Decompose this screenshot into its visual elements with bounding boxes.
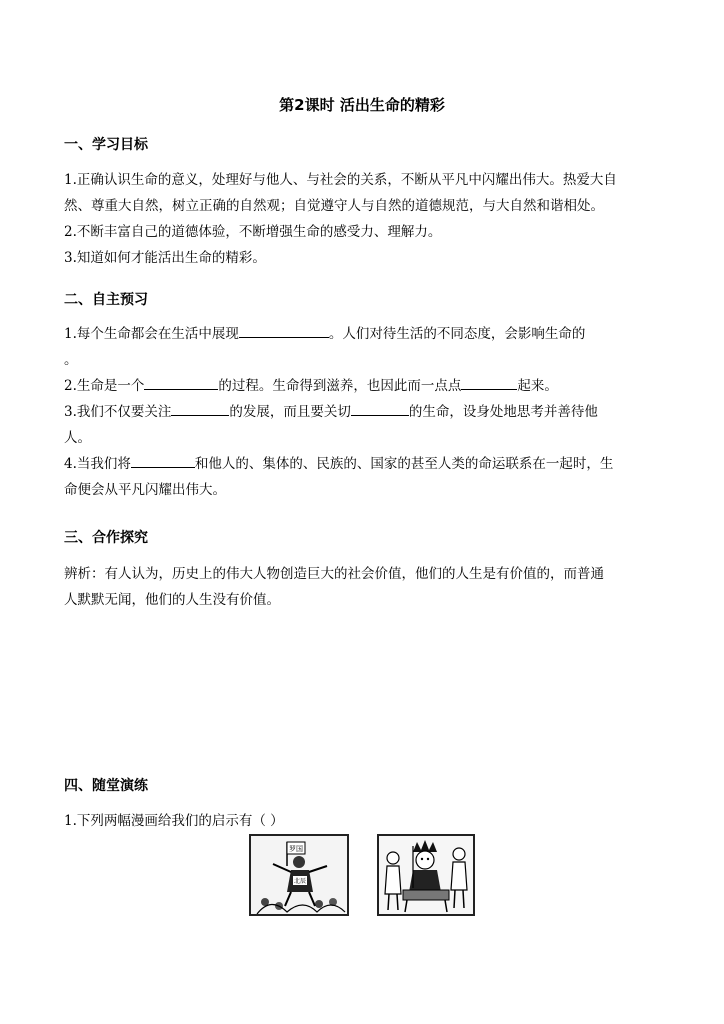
question-text: 。人们对待生活的不同态度，会影响生命的 [328, 326, 586, 342]
self-preview-questions [64, 321, 664, 503]
question-3-line [64, 399, 664, 425]
cartoon-image-2 [377, 834, 475, 916]
question-text: 3.我们不仅要关注 [64, 404, 172, 420]
learning-goals-text [64, 167, 664, 271]
practice-question [64, 808, 664, 834]
cartoon-image-1 [249, 834, 349, 916]
fill-blank[interactable] [461, 375, 517, 390]
cartoon-illustration-2 [379, 836, 473, 914]
question-1-line-2: 。 [64, 352, 78, 368]
practice-question-1: 1.下列两幅漫画给我们的启示有（ ） [64, 813, 284, 829]
question-1-line [64, 321, 664, 347]
question-text: 4.当我们将 [64, 456, 131, 472]
fill-blank[interactable] [171, 401, 229, 416]
goal-line: 然、尊重大自然，树立正确的自然观；自觉遵守人与自然的道德规范，与大自然和谐相处。 [64, 198, 604, 214]
goal-line: 3.知道如何才能活出生命的精彩。 [64, 250, 266, 266]
question-text: 和他人的、集体的、民族的、国家的甚至人类的命运联系在一起时，生 [194, 456, 614, 472]
fill-blank[interactable] [144, 375, 218, 390]
section-heading-learning-goals: 一、学习目标 [64, 137, 148, 153]
goal-line: 2.不断丰富自己的道德体验，不断增强生命的感受力、理解力。 [64, 224, 442, 240]
goal-line: 1.正确认识生命的意义，处理好与他人、与社会的关系，不断从平凡中闪耀出伟大。热爱大自 [64, 172, 617, 188]
fill-blank[interactable] [351, 401, 409, 416]
section-heading-practice: 四、随堂演练 [64, 778, 148, 794]
question-4-line-2: 命便会从平凡闪耀出伟大。 [64, 482, 226, 498]
question-text: 的生命，设身处地思考并善待他 [408, 404, 598, 420]
inquiry-line: 辨析：有人认为，历史上的伟大人物创造巨大的社会价值，他们的人生是有价值的，而普通 [64, 566, 604, 582]
inquiry-text [64, 561, 664, 613]
figure-text: 北辰 [293, 878, 307, 885]
question-4-line [64, 451, 664, 477]
fill-blank[interactable] [131, 453, 195, 468]
question-text: 2.生命是一个 [64, 378, 145, 394]
fill-blank[interactable] [239, 323, 329, 338]
inquiry-line: 人默默无闻，他们的人生没有价值。 [64, 592, 280, 608]
section-heading-self-preview: 二、自主预习 [64, 292, 148, 308]
question-text: 的发展，而且要关切 [229, 404, 351, 420]
section-heading-cooperative-inquiry: 三、合作探究 [64, 530, 148, 546]
flag-text: 罗国 [289, 845, 303, 853]
cartoon-illustration-1 [251, 836, 347, 914]
question-3-line-2: 人。 [64, 430, 91, 446]
question-text: 1.每个生命都会在生活中展现 [64, 326, 239, 342]
question-2-line [64, 373, 664, 399]
page-title: 第2课时 活出生命的精彩 [279, 96, 445, 114]
question-text: 起来。 [517, 378, 558, 394]
question-text: 的过程。生命得到滋养，也因此而一点点 [218, 378, 462, 394]
